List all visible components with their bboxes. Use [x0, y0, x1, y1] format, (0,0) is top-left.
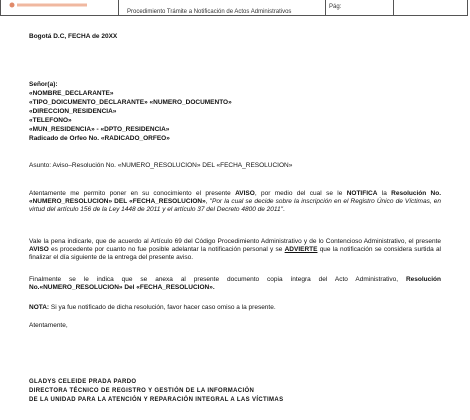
paragraph-notification [29, 190, 441, 215]
entity-logo [9, 2, 89, 8]
nota-label: NOTA: [29, 304, 50, 311]
nota-line [29, 304, 276, 312]
recipient-name: «NOMBRE_DECLARANTE» [29, 90, 114, 97]
p1-text-5: . [282, 206, 285, 214]
salutation: Señor(a): [29, 81, 58, 88]
nota-text: Si ya fue notificado de dicha resolución, favor hacer caso omiso a la presente. [49, 304, 276, 311]
p2-text-3: que la notificación se considera surtida al finalizar el día siguiente de la entrega del presente aviso. [29, 246, 441, 262]
paragraph-attachment [29, 276, 441, 292]
header-page-label: Pág: [329, 4, 342, 10]
recipient-phone: «TELEFONO» [29, 117, 72, 124]
p1-text-4: , [205, 198, 210, 206]
header-logo-cell [1, 0, 119, 15]
signature-name: GLADYS CELEIDE PRADA PARDO [29, 379, 137, 385]
header-page-cell [325, 0, 394, 15]
signature-title-2: DE LA UNIDAD PARA LA ATENCIÓN Y REPARACIÓN INTEGRAL A LAS VÍCTIMAS [29, 397, 284, 403]
p1-text-2: , por medio del cual se le [254, 190, 347, 197]
recipient-address: «DIRECCION_RESIDENCIA» [29, 108, 117, 115]
p1-resolucion: Resolución No. «NUMERO_RESOLUCION» DEL «FECHA_RESOLUCION» [29, 190, 442, 206]
p1-aviso: AVISO [235, 190, 255, 197]
header-extra-cell [393, 0, 467, 15]
p1-notifica: NOTIFICA [346, 190, 378, 197]
header-subtitle: Procedimiento Trámite a Notificación de Actos Administrativos [127, 9, 292, 15]
p1-text-1: Atentamente me permito poner en su conocimiento el presente [29, 190, 236, 197]
p3-resolucion: Resolución No.«NUMERO_RESOLUCION» Del «FECHA_RESOLUCION». [29, 276, 441, 292]
recipient-radicado: Radicado de Orfeo No. «RADICADO_ORFEO» [29, 135, 170, 142]
p1-quote: "Por la cual se decide sobre la inscripción en el Registro Único de Víctimas, en virtud del artículo 156 de la Ley 1448 de 2011 y el artículo 37 del Decreto 4800 de 2011" [29, 198, 441, 214]
signature-title-1: DIRECTORA TÉCNICO DE REGISTRO Y GESTIÓN DE LA INFORMACIÓN [29, 388, 255, 394]
p2-aviso: AVISO [29, 246, 49, 254]
p2-advierte: ADVIERTE [284, 246, 318, 254]
paragraph-legal-basis [29, 238, 441, 263]
subject-line: Asunto: Aviso–Resolución No. «NUMERO_RESOLUCION» DEL «FECHA_RESOLUCION» [29, 162, 293, 169]
header-title-cell [118, 0, 326, 15]
p2-text-2: es procedente por cuanto no fue posible adelantar la notificación personal y se [48, 246, 285, 254]
p3-text-1: Finalmente se le indica que se anexa al presente documento copia íntegra del Acto Administrativo, [29, 276, 406, 283]
recipient-city: «MUN_RESIDENCIA» - «DPTO_RESIDENCIA» [29, 126, 170, 133]
closing: Atentamente, [29, 322, 68, 329]
recipient-document: «TIPO_DOICUMENTO_DECLARANTE» «NUMERO_DOCUMENTO» [29, 99, 232, 106]
p1-text-3: la [377, 190, 392, 197]
document-header-table [0, 0, 468, 16]
p2-text-1: Vale la pena indicarle, que de acuerdo al Artículo 69 del Código Procedimiento Administrativo y de lo Contencioso Administrativo, el presente [29, 238, 441, 245]
date-line: Bogotá D.C, FECHA de 20XX [29, 33, 118, 40]
